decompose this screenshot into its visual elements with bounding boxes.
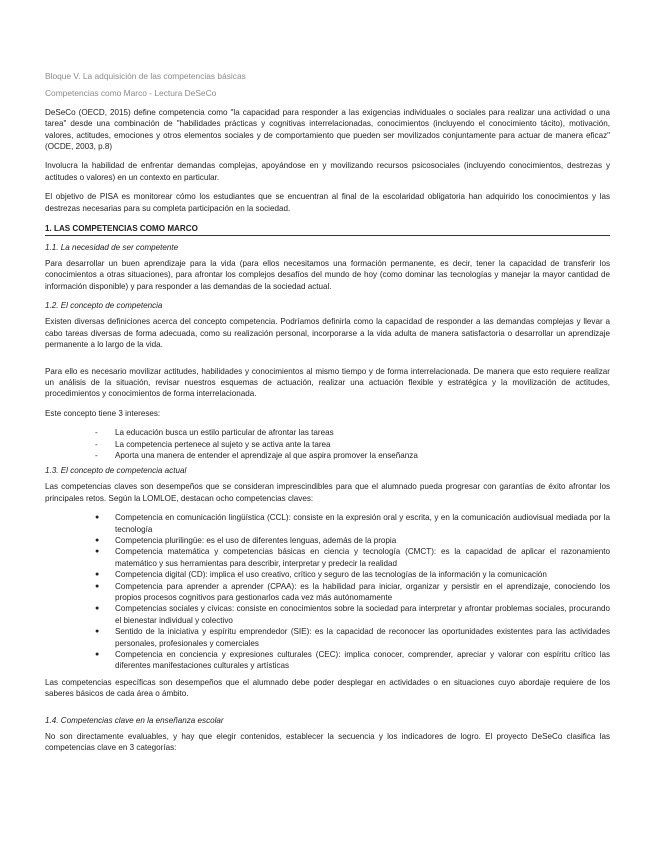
section-title: 1. LAS COMPETENCIAS COMO MARCO — [45, 224, 610, 236]
subsection-1-2-paragraph-2: Para ello es necesario movilizar actitudes, habilidades y conocimientos al mismo tiempo y de forma interrelacionada. De manera que esto requiere realizar un análisis de la situación, revisar nuestros esquemas de actuación, realizar una actuación flexible y estratégica y la movilización de actitudes, procedimientos y conocimientos de forma interrelacionada. — [45, 366, 610, 399]
block-header: Bloque V. La adquisición de las competencias básicas — [45, 71, 246, 81]
list-item: ● Competencia plurilingüe: es el uso de diferentes lenguas, además de la propia — [95, 535, 397, 545]
list-item: ● Competencia en conciencia y expresiones culturales (CEC): implica conocer, comprender, apreciar y valorar con espíritu crítico las diferentes manifestaciones culturales y artísticas — [95, 650, 610, 671]
list-item: - La educación busca un estilo particular de afrontar las tareas — [95, 428, 334, 438]
subsection-1-3-paragraph-1: Las competencias claves son desempeños que se consideran imprescindibles para que el alumnado pueda progresar con garantías de éxito afrontar los principales retos. Según la LOMLOE, destacan ocho competencias claves: — [45, 482, 610, 503]
list-item: - La competencia pertenece al sujeto y se activa ante la tarea — [95, 439, 331, 449]
intereses-list — [45, 427, 610, 461]
document-page — [45, 72, 610, 761]
subsection-1-2-title: 1.2. El concepto de competencia — [45, 301, 163, 311]
list-item: ● Competencias sociales y cívicas: consiste en conocimientos sobre la sociedad para interpretar y afrontar problemas sociales, procurando el bienestar individual y colectivo — [95, 604, 610, 625]
subsection-1-2-paragraph-3: Este concepto tiene 3 intereses: — [45, 408, 161, 418]
intro-paragraph-definition: DeSeCo (OECD, 2015) define competencia como "la capacidad para responder a las exigencias individuales o sociales para realizar una actividad o una tarea" desde una combinación de "habilidades prácticas y cognitivas interrelacionadas, conocimientos (incluyendo el conocimiento tácito), motivación, valores, actitudes, emociones y otros elementos sociales y de comportamiento que pueden ser movilizados conjuntamente para actuar de manera eficaz" (OCDE, 2003, p.8) — [45, 107, 610, 152]
list-item: ● Competencia matemática y competencias básicas en ciencia y tecnología (CMCT): es la capacidad de aplicar el razonamiento matemático y sus herramientas para describir, interpretar y predecir la realidad — [95, 547, 610, 568]
subsection-1-4-title: 1.4. Competencias clave en la enseñanza escolar — [45, 715, 224, 725]
subsection-1-3-paragraph-2: Las competencias específicas son desempeños que el alumnado debe poder desplegar en actividades o en situaciones cuyo abordaje requiere de los saberes básicos de cada área o ámbito. — [45, 677, 610, 699]
list-item: ● Competencia para aprender a aprender (CPAA): es la habilidad para iniciar, organizar y persistir en el aprendizaje, conociendo los propios procesos cognitivos para gestionarlos cada vez más autónomamente — [95, 581, 610, 602]
list-item: ● Sentido de la iniciativa y espíritu emprendedor (SIE): es la capacidad de reconocer las oportunidades existentes para las actividades personales, profesionales y comerciales — [95, 627, 610, 648]
subsection-1-1-title: 1.1. La necesidad de ser competente — [45, 243, 179, 253]
competencias-clave-list — [45, 512, 610, 672]
list-item: - Aporta una manera de entender el aprendizaje al que aspira promover la enseñanza — [95, 450, 418, 460]
subsection-1-3-title: 1.3. El concepto de competencia actual — [45, 466, 187, 476]
list-item: ● Competencia digital (CD): implica el uso creativo, crítico y seguro de las tecnologías de la información y la comunicación — [95, 570, 547, 580]
subsection-1-2-paragraph-1: Existen diversas definiciones acerca del concepto competencia. Podríamos definirla como la capacidad de responder a las demandas complejas y llevar a cabo tareas diversas de forma adecuada, como su realización personal, incorporarse a la vida adulta de manera satisfactoria o desarrollar un aprendizaje permanente a lo largo de la vida. — [45, 317, 610, 350]
subsection-1-1-paragraph: Para desarrollar un buen aprendizaje para la vida (para ellos necesitamos una formación permanente, es decir, tener la capacidad de transferir los conocimientos a otras situaciones), para afrontar los complejos desafíos del mundo de hoy (como dominar las tecnologías y manejar la mayor cantidad de información disponible) y para responder a las demandas de la sociedad actual. — [45, 259, 610, 291]
list-item: ● Competencia en comunicación lingüística (CCL): consiste en la expresión oral y escrita, y en la comunicación audiovisual mediada por la tecnología — [95, 513, 610, 534]
lecture-header: Competencias como Marco - Lectura DeSeCo — [45, 88, 217, 99]
intro-paragraph-demands: Involucra la habilidad de enfrentar demandas complejas, apoyándose en y movilizando recursos psicosociales (incluyendo conocimientos, destrezas y actitudes o valores) en un contexto en particular. — [45, 161, 610, 182]
subsection-1-4-paragraph: No son directamente evaluables, y hay que elegir contenidos, establecer la secuencia y los indicadores de logro. El proyecto DeSeCo clasifica las competencias clave en 3 categorías: — [45, 731, 610, 753]
intro-paragraph-pisa: El objetivo de PISA es monitorear cómo los estudiantes que se encuentran al final de la escolaridad obligatoria han adquirido los conocimientos y las destrezas necesarias para su completa participación en la sociedad. — [45, 192, 610, 213]
